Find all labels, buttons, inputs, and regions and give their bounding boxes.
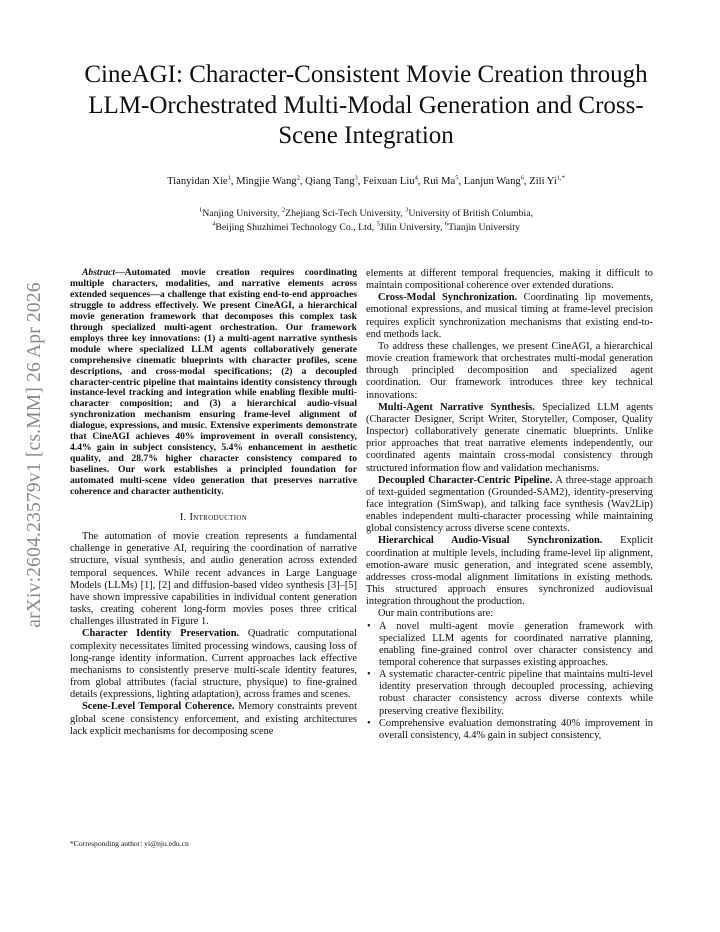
list-item: • A systematic character-centric pipeline that maintains multi-level identity preservation through decoupled processing, achieving robust character consistency across diverse contexts while preserving creative flexibility.	[366, 669, 653, 718]
arxiv-identifier: arXiv:2604.23579v1 [cs.MM] 26 Apr 2026	[24, 282, 45, 628]
body-paragraph: Hierarchical Audio-Visual Synchronization. Explicit coordination at multiple levels, including frame-level lip alignment, emotion-aware music generation, and integrated scene assembly, addresses cross-modal alignment limitations in existing methods. This structured approach ensures synchronized audiovisual integration throughout the production.	[366, 535, 653, 608]
author: Feixuan Liu$^4$	[363, 174, 418, 187]
intro-paragraph: Character Identity Preservation. Quadratic computational complexity necessitates limited processing windows, causing loss of long-range identity information. Current approaches lack effective mechanisms to consistently preserve multi-scale identity features, from global attributes (facial structure, physique) to fine-grained details (expressions, lighting adaptation), across frames and scenes.	[70, 628, 357, 701]
author: Tianyidan Xie$^1$	[167, 174, 231, 187]
author: Zili $Yi^{1,*}$	[529, 174, 565, 187]
footnote: *Corresponding author: yi@nju.edu.cn	[70, 839, 189, 848]
contribution-list	[366, 621, 653, 743]
paper-title: CineAGI: Character-Consistent Movie Creation through LLM-Orchestrated Multi-Modal Generation and Cross-Scene Integration	[84, 61, 648, 149]
abstract: Abstract—Automated movie creation requires coordinating multiple characters, modalities, and narrative elements across extended sequences—a challenge that existing end-to-end approaches struggle to address effectively. We present CineAGI, a hierarchical movie generation framework that decomposes this complex task through specialized multi-agent orchestration. Our framework employs three key innovations: (1) a multi-agent narrative synthesis module where specialized LLM agents collaboratively generate comprehensive cinematic blueprints with character profiles, scene descriptions, and cross-modal specifications; (2) a decoupled character-centric pipeline that maintains identity consistency through instance-level tracking and integration while enabling flexible multi-character composition; and (3) a hierarchical audio-visual synchronization mechanism ensuring frame-level alignment of dialogue, expressions, and music. Extensive experiments demonstrate that CineAGI achieves 40% improvement in overall consistency, 4.4% gain in subject consistency, 5.4% enhancement in aesthetic quality, and 28.7% higher character consistency compared to baselines. Our work establishes a principled foundation for automated multi-scene video generation that preserves narrative coherence and character authenticity.	[70, 267, 357, 498]
section-heading-introduction: I. Introduction	[179, 512, 248, 524]
body-paragraph: Multi-Agent Narrative Synthesis. Specialized LLM agents (Character Designer, Script Writer, Storyteller, Composer, Quality Inspector) collaboratively generate cinematic blueprints. Unlike prior approaches that treat narrative elements independently, our coordinated agents maintain cross-modal consistency through structured information flow and validation mechanisms.	[366, 401, 653, 474]
body-paragraph: Our main contributions are:	[378, 608, 494, 620]
right-column	[366, 268, 653, 742]
body-paragraph: Decoupled Character-Centric Pipeline. A three-stage approach of text-guided segmentation (Grounded-SAM2), identity-preserving face integration (SimSwap), and talking face synthesis (Wav2Lip) enables independent multi-character processing while maintaining global consistency across diverse scene contexts.	[366, 474, 653, 535]
list-item: • Comprehensive evaluation demonstrating 40% improvement in overall consistency, 4.4% gain in subject consistency,	[366, 718, 653, 742]
list-item: • A novel multi-agent movie generation framework with specialized LLM agents for coordinated narrative planning, enabling fine-grained control over character consistency and temporal coherence that surpasses existing approaches.	[366, 621, 653, 670]
author: Rui Ma$^5$	[423, 174, 459, 187]
intro-paragraph: Scene-Level Temporal Coherence. Memory constraints prevent global scene consistency enforcement, and existing architectures lack explicit mechanisms for decomposing scene	[70, 701, 357, 737]
body-paragraph: To address these challenges, we present CineAGI, a hierarchical movie creation framework that orchestrates multi-modal generation through principled decomposition and specialized agent coordination. Our framework introduces three key technical innovations:	[366, 340, 653, 401]
affiliations: $^1$Nanjing University, $^2$Zhejiang Sci-Tech University, $^3$University of British Columbia, $^4$Beijing Shuzhimei Technology Co., Ltd, $^5$Jilin University, $^6$Tianjin University	[198, 206, 534, 233]
author: Mingjie Wang$^2$	[236, 174, 300, 187]
author-list: Tianyidan Xie$^1$, Mingjie Wang$^2$, Qiang Tang$^3$, Feixuan Liu$^4$, Rui Ma$^5$, Lanjun Wang$^6$, Zili $Yi^{1,*}$	[167, 174, 565, 187]
author: Qiang Tang$^3$	[305, 174, 358, 187]
body-paragraph: Cross-Modal Synchronization. Coordinating lip movements, emotional expressions, and musical timing at frame-level precision requires explicit synchronization mechanisms that existing end-to-end methods lack.	[366, 292, 653, 340]
left-column	[70, 268, 357, 738]
author: Lanjun Wang$^6$	[463, 174, 524, 187]
body-paragraph: elements at different temporal frequencies, making it difficult to maintain compositional coherence over extended durations.	[366, 268, 653, 292]
intro-paragraph: The automation of movie creation represents a fundamental challenge in generative AI, requiring the coordination of narrative structure, visual synthesis, and audio generation across extended temporal sequences. While recent advances in Large Language Models (LLMs) [1], [2] and diffusion-based video synthesis [3]–[5] have shown impressive capabilities in individual content generation tasks, creating coherent long-form movies poses three critical challenges illustrated in Figure 1.	[70, 531, 357, 628]
